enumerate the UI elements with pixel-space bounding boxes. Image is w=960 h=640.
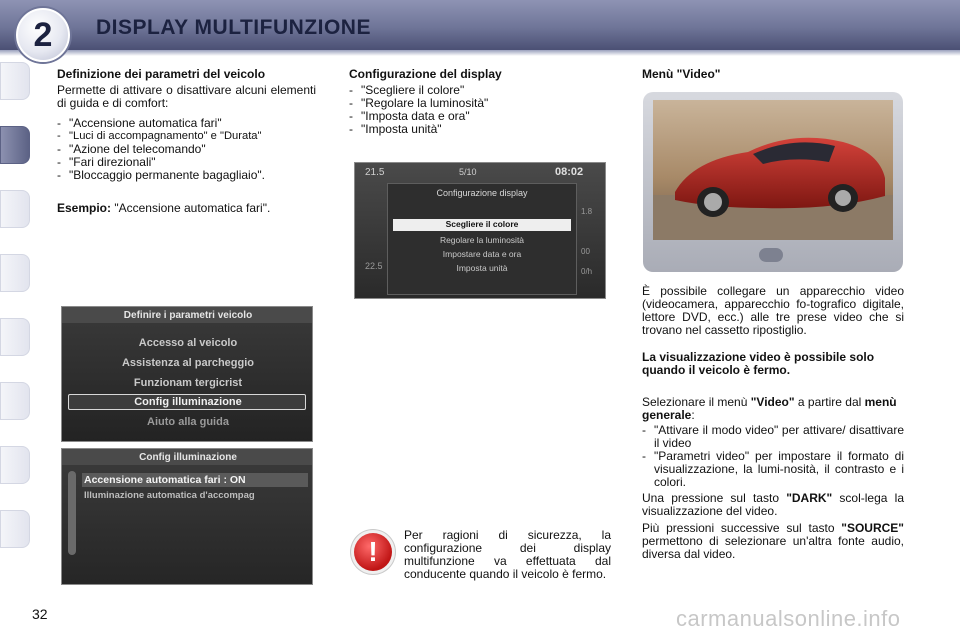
video-connection-text: È possibile collegare un apparecchio video (videocamera, apparecchio fo-tografico digitale, lettore DVD, ecc.) alle tre prese video che si trovano nel cassetto ripostiglio. [642, 284, 904, 337]
section-heading-video-menu: Menù "Video" [642, 67, 721, 81]
chapter-tab[interactable] [0, 254, 30, 292]
scrollbar [68, 471, 76, 555]
menu-item: Aiuto alla guida [147, 416, 229, 428]
source-text: permettono di selezionare un'altra fonte audio, diversa dal video. [642, 534, 904, 561]
bezel-button [759, 248, 783, 262]
example-line [57, 202, 270, 215]
right-mark: 00 [581, 247, 590, 256]
right-mark: 0/h [581, 267, 593, 276]
vehicle-params-list [57, 117, 319, 182]
menu-item-selected: Config illuminazione [134, 396, 242, 408]
dark-key: "DARK" [786, 491, 833, 505]
watermark: carmanualsonline.info [676, 606, 901, 631]
video-screen-bezel [643, 92, 903, 272]
menu-item: Regolare la luminosità [439, 235, 525, 245]
menu-item: Impostare data e ora [442, 249, 522, 259]
safety-warning-text: Per ragioni di sicurezza, la configurazione dei display multifunzione va effettuata dal conducente quando il veicolo è fermo. [404, 528, 611, 581]
list-item: - "Bloccaggio permanente bagagliaio". [57, 169, 319, 182]
dark-text: scol-lega la visualizzazione del video. [642, 491, 904, 518]
video-keyword: "Video" [750, 395, 795, 409]
chapter-tab-active[interactable] [0, 126, 30, 164]
list-item: - "Scegliere il colore" [349, 84, 609, 97]
instruction-text: : [691, 408, 695, 422]
left-value: 22.5 [365, 261, 383, 271]
dark-key-text [642, 492, 904, 518]
instruction-text: Selezionare il menù [642, 395, 751, 409]
page-title: DISPLAY MULTIFUNZIONE [96, 16, 371, 39]
source-text: Più pressioni successive sul tasto [642, 521, 842, 535]
example-text: "Accensione automatica fari". [114, 201, 271, 215]
video-options-list [642, 424, 904, 489]
list-item: - "Attivare il modo video" per attivare/ disattivare il video [642, 424, 904, 450]
source-key-text [642, 522, 904, 561]
list-item: - "Regolare la luminosità" [349, 97, 609, 110]
car-video-image [653, 100, 893, 240]
source-key: "SOURCE" [841, 521, 904, 535]
screen-title: Definire i parametri veicolo [123, 310, 253, 321]
chapter-tab[interactable] [0, 190, 30, 228]
video-menu-instruction [642, 396, 904, 422]
list-item: - "Parametri video" per impostare il formato di visualizzazione, la lumi-nosità, il contrasto e i colori. [642, 450, 904, 489]
list-item: - "Luci di accompagnamento" e "Durata" [57, 130, 319, 143]
chapter-tab[interactable] [0, 62, 30, 100]
list-item: - "Imposta unità" [349, 123, 609, 136]
config-menu-title: Configurazione display [436, 188, 528, 198]
chapter-tabs [0, 62, 30, 578]
status-clock: 08:02 [555, 166, 584, 178]
screen-lighting-config [61, 448, 313, 585]
menu-item: Imposta unità [456, 263, 508, 273]
menu-item: Assistenza al parcheggio [121, 357, 255, 369]
screen-title: Config illuminazione [139, 452, 237, 463]
page-number: 32 [32, 606, 48, 622]
section-heading-vehicle-params: Definizione dei parametri del veicolo [57, 67, 266, 81]
menu-item: Illuminazione automatica d'accompag [84, 490, 255, 501]
vehicle-params-intro: Permette di attivare o disattivare alcuni elementi di guida e di comfort: [57, 83, 316, 110]
chapter-badge: 2 [16, 8, 70, 62]
list-item: - "Imposta data e ora" [349, 110, 609, 123]
display-config-list [349, 84, 609, 136]
chapter-tab[interactable] [0, 510, 30, 548]
list-item: - "Fari direzionali" [57, 156, 319, 169]
chapter-tab[interactable] [0, 446, 30, 484]
list-item: - "Azione del telecomando" [57, 143, 319, 156]
chapter-tab[interactable] [0, 318, 30, 356]
dark-text: Una pressione sul tasto [642, 491, 787, 505]
example-label: Esempio: [57, 201, 112, 215]
list-item: - "Accensione automatica fari" [57, 117, 319, 130]
screen-vehicle-params [61, 306, 313, 442]
main-menu-keyword: menù generale [642, 395, 897, 422]
menu-item-selected: Scegliere il colore [445, 219, 519, 229]
menu-item-selected: Accensione automatica fari : ON [84, 474, 246, 486]
header-shadow [0, 50, 960, 56]
status-track: 5/10 [459, 167, 477, 177]
video-stopped-note: La visualizzazione video è possibile solo quando il veicolo è fermo. [642, 350, 875, 377]
status-left: 21.5 [365, 167, 385, 178]
menu-item: Funzionam tergicrist [133, 377, 243, 389]
screen-display-config [354, 162, 606, 299]
chapter-tab[interactable] [0, 382, 30, 420]
warning-icon: ! [354, 533, 392, 571]
menu-item: Accesso al veicolo [138, 337, 238, 349]
section-heading-display-config: Configurazione del display [349, 67, 502, 81]
instruction-text: a partire dal [794, 395, 865, 409]
right-mark: 1.8 [581, 207, 593, 216]
